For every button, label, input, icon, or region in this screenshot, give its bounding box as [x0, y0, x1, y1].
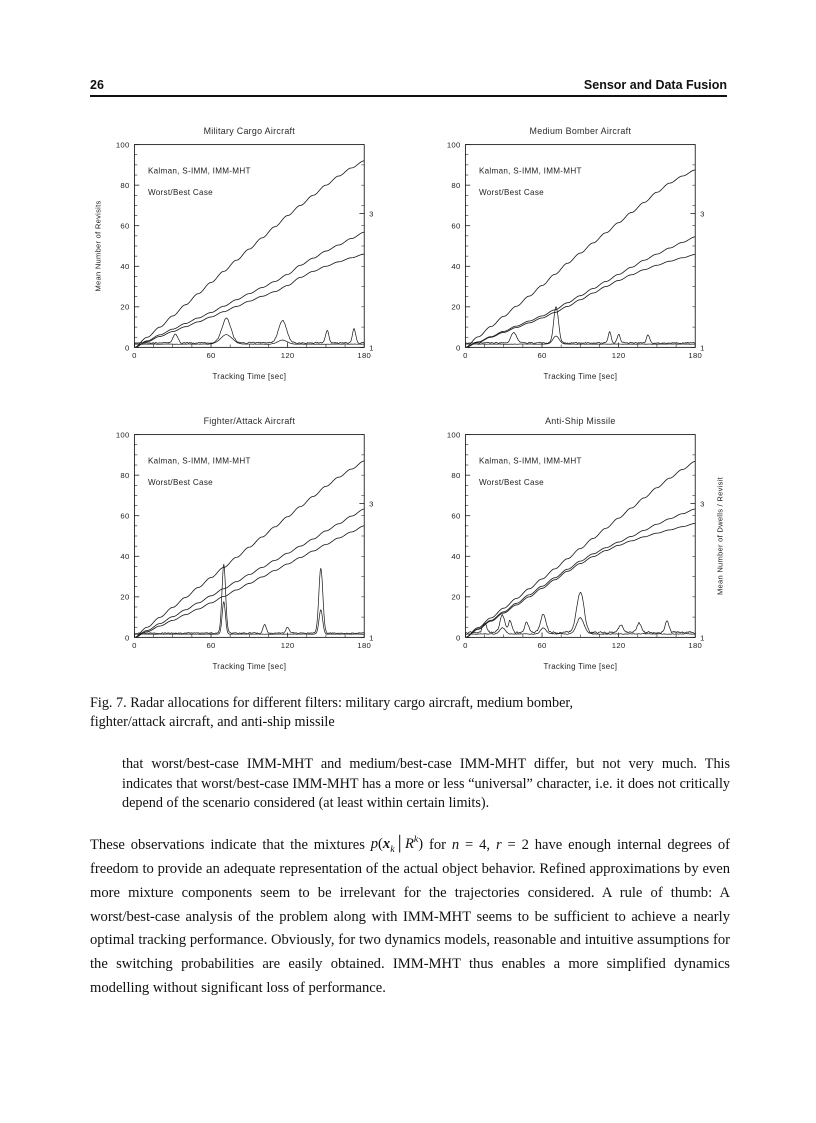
y-axis-label: Mean Number of Revisits [93, 200, 103, 292]
x-axis-label: Tracking Time [sec] [212, 372, 287, 382]
math-p: p [370, 836, 379, 853]
series-group [465, 461, 695, 637]
x-tick-label: 0 [463, 640, 468, 650]
series-line [465, 592, 695, 633]
x-axis-label: Tracking Time [sec] [543, 661, 618, 671]
plot-annotation: Kalman, S-IMM, IMM-MHT [478, 456, 582, 466]
chart-title: Medium Bomber Aircraft [529, 125, 632, 136]
y-tick-label: 100 [446, 140, 461, 150]
y-tick-label: 80 [451, 470, 461, 480]
series-line [465, 461, 695, 637]
chart-svg-anti-ship-missile [421, 405, 730, 681]
right-tick-label: 1 [700, 632, 705, 642]
y-tick-label: 100 [446, 429, 461, 439]
series-line [134, 232, 364, 347]
y-tick-label: 80 [120, 181, 130, 191]
series-line [465, 617, 695, 634]
right-tick-label: 3 [700, 209, 705, 219]
right-tick-label: 3 [369, 209, 374, 219]
series-line [134, 460, 364, 636]
plot-annotation: Kalman, S-IMM, IMM-MHT [147, 456, 251, 466]
chart-title: Anti-Ship Missile [545, 415, 616, 426]
y-tick-label: 0 [455, 632, 461, 642]
math-expression [370, 834, 424, 856]
paragraph-text-b: for [423, 836, 452, 853]
chart-fighter-attack-aircraft [90, 405, 399, 681]
math-x-subscript: k [390, 844, 395, 856]
y-tick-label: 40 [120, 551, 130, 561]
math-script-R: R [404, 836, 414, 853]
y-tick-label: 100 [115, 429, 130, 439]
y-tick-label: 20 [451, 592, 461, 602]
y-tick-label: 20 [451, 302, 461, 312]
series-line [465, 255, 695, 348]
figure-caption-line-1: Fig. 7. Radar allocations for different filters: military cargo aircraft, medium bomber, [90, 695, 574, 711]
series-line [134, 318, 364, 344]
paragraph-text-a: These observations indicate that the mixtures [90, 836, 371, 853]
x-tick-label: 180 [357, 640, 372, 650]
y-tick-label: 60 [120, 221, 130, 231]
y-tick-label: 0 [124, 343, 130, 353]
x-tick-label: 60 [206, 351, 216, 361]
y-tick-label: 80 [120, 470, 130, 480]
plot-annotation: Worst/Best Case [478, 187, 544, 197]
x-axis-label: Tracking Time [sec] [543, 372, 618, 382]
series-line [134, 525, 364, 637]
main-paragraph [90, 833, 730, 1001]
y-tick-label: 40 [451, 551, 461, 561]
y-axis-label-right: Mean Number of Dwells / Revisit [715, 476, 725, 595]
y-tick-label: 20 [120, 592, 130, 602]
math-r-value: = 2 [501, 836, 535, 853]
y-tick-label: 60 [451, 221, 461, 231]
plot-annotation: Worst/Best Case [147, 187, 213, 197]
math-open-paren: ( [378, 836, 383, 853]
plot-annotation: Worst/Best Case [478, 477, 544, 487]
x-tick-label: 120 [280, 640, 295, 650]
page-number: 26 [90, 78, 104, 92]
chart-grid [90, 115, 730, 680]
x-tick-label: 180 [688, 351, 703, 361]
figure-7 [90, 115, 730, 680]
x-tick-label: 0 [132, 351, 137, 361]
right-tick-label: 3 [700, 498, 705, 508]
chart-medium-bomber-aircraft [421, 115, 730, 391]
x-tick-label: 0 [132, 640, 137, 650]
math-R-superscript: k [413, 834, 419, 846]
math-r: r [495, 836, 502, 853]
series-line [465, 307, 695, 344]
x-tick-label: 120 [611, 640, 626, 650]
x-tick-label: 120 [280, 351, 295, 361]
x-axis-label: Tracking Time [sec] [212, 661, 287, 671]
chart-svg-military-cargo-aircraft [90, 115, 399, 391]
series-line [465, 523, 695, 637]
math-x: x [382, 836, 391, 853]
series-group [134, 460, 364, 636]
y-tick-label: 60 [120, 511, 130, 521]
running-title: Sensor and Data Fusion [583, 78, 727, 92]
x-tick-label: 180 [688, 640, 703, 650]
math-n-value: = 4, [459, 836, 496, 853]
y-tick-label: 0 [455, 343, 461, 353]
figure-caption-line-2: fighter/attack aircraft, and anti-ship missile [90, 714, 335, 731]
paragraph-text-c: have enough internal degrees of freedom to provide an adequate representation of the actual object behavior. Refined approximations by even more mixture components seem to be irrelevant for the trajectories considered. A rule of thumb: A worst/best-case analysis of the problem along with IMM-MHT seems to be sufficient to achieve a nearly optimal tracking performance. Obviously, for two dynamics models, reasonable and intuitive assumptions for the switching probabilities are easily obtained. IMM-MHT thus enables a more simplified dynamics modelling without significant loss of performance. [90, 836, 730, 996]
chart-military-cargo-aircraft [90, 115, 399, 391]
plot-annotation: Kalman, S-IMM, IMM-MHT [147, 166, 251, 176]
y-tick-label: 100 [115, 140, 130, 150]
indented-paragraph: that worst/best-case IMM-MHT and medium/best-case IMM-MHT differ, but not very much. This indicates that worst/best-case IMM-MHT has a more or less “universal” character, i.e. it does not critically depend of the scenario considered (at least within certain limits). [122, 756, 730, 811]
series-line [465, 509, 695, 637]
right-tick-label: 1 [369, 632, 374, 642]
right-tick-label: 1 [700, 343, 705, 353]
series-line [134, 509, 364, 637]
math-conditional-bar: │ [394, 836, 405, 853]
header-rule [90, 95, 727, 97]
chart-svg-fighter-attack-aircraft [90, 405, 399, 681]
y-tick-label: 60 [451, 511, 461, 521]
x-tick-label: 60 [206, 640, 216, 650]
x-tick-label: 180 [357, 351, 372, 361]
chart-svg-medium-bomber-aircraft [421, 115, 730, 391]
x-tick-label: 60 [537, 351, 547, 361]
right-tick-label: 3 [369, 498, 374, 508]
y-tick-label: 40 [120, 262, 130, 272]
figure-caption [90, 694, 730, 732]
x-tick-label: 60 [537, 640, 547, 650]
chart-title: Military Cargo Aircraft [203, 125, 296, 136]
x-tick-label: 120 [611, 351, 626, 361]
y-tick-label: 80 [451, 181, 461, 191]
math-close-paren: ) [418, 836, 424, 853]
plot-annotation: Worst/Best Case [147, 477, 213, 487]
right-tick-label: 1 [369, 343, 374, 353]
y-tick-label: 20 [120, 302, 130, 312]
math-n: n [451, 836, 460, 853]
y-tick-label: 40 [451, 262, 461, 272]
chart-anti-ship-missile [421, 405, 730, 681]
plot-annotation: Kalman, S-IMM, IMM-MHT [478, 166, 582, 176]
series-line [134, 254, 364, 347]
x-tick-label: 0 [463, 351, 468, 361]
y-tick-label: 0 [124, 632, 130, 642]
running-head [90, 78, 727, 92]
chart-title: Fighter/Attack Aircraft [203, 415, 296, 426]
